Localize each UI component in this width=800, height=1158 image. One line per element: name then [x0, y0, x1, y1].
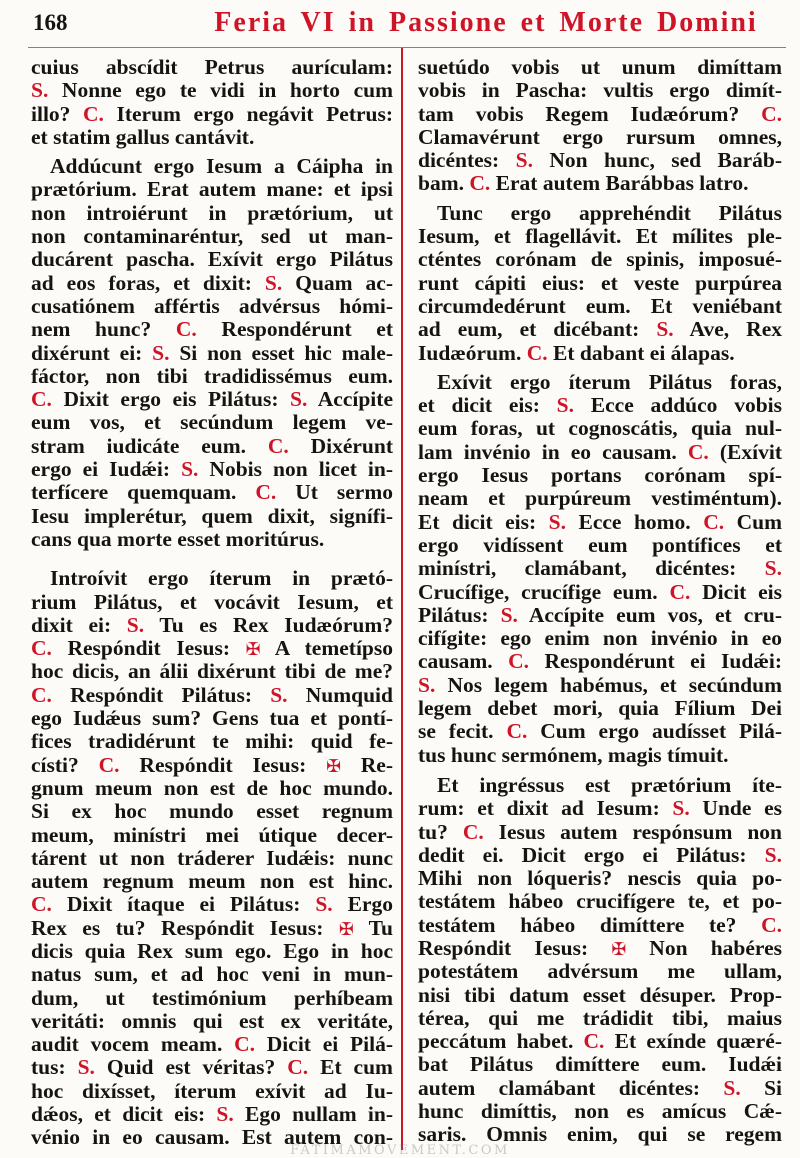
text-run: cténtes corónam de spinis, imposué- [418, 247, 782, 272]
text-run: causam. [418, 649, 509, 674]
text-run: Crucífige, crucífige eum. [418, 579, 670, 604]
text-run: cuius abscídit Petrus aurículam: [31, 55, 393, 79]
text-run: non introiérunt in prætórium, ut [31, 200, 393, 225]
text-run: ergo ei Iudǽi: [31, 457, 182, 482]
text-line [31, 987, 393, 1010]
text-line [31, 917, 393, 940]
text-run: Addúcunt ergo Iesum a Cáipha in [50, 154, 393, 179]
text-line [31, 295, 393, 318]
text-line [31, 178, 393, 201]
text-run: bam. [418, 171, 470, 196]
text-line [418, 464, 782, 487]
speaker-rubric: C. [761, 912, 782, 937]
text-line [418, 394, 782, 417]
text-run: fáctor, non tibi tradidissémus eum. [31, 363, 393, 388]
text-run: Quam ac- [282, 270, 393, 295]
text-line [418, 248, 782, 271]
text-line [418, 604, 782, 627]
text-run: dixérunt ei: [31, 340, 153, 365]
text-line [418, 1030, 782, 1053]
text-run: ducárent pascha. Exívit ergo Pilátus [31, 247, 393, 272]
text-run: Nos legem habémus, et secúndum [435, 672, 782, 697]
text-run: dicéntes: [418, 148, 516, 173]
text-run: non contaminaréntur, sed ut man- [31, 224, 393, 249]
text-run: legem debet mori, quia Fílium Dei [418, 696, 782, 721]
text-line [418, 295, 782, 318]
text-line [31, 1103, 393, 1126]
text-line [31, 940, 393, 963]
text-run: Accípite eum vos, et cru- [517, 602, 782, 627]
text-line [418, 697, 782, 720]
text-line [418, 172, 782, 195]
text-line [31, 754, 393, 777]
text-line [418, 103, 782, 126]
text-run: Dicit eis [690, 579, 782, 604]
paragraph [418, 774, 782, 1147]
text-line [31, 730, 393, 753]
text-run: tus: [31, 1055, 78, 1080]
speaker-rubric: C. [469, 171, 491, 196]
text-run: Et dabant ei álapas. [547, 340, 735, 365]
text-line [31, 1010, 393, 1033]
speaker-rubric: C. [31, 892, 52, 917]
text-run: Respondérunt ei Iudǽi: [529, 649, 782, 674]
text-line [31, 318, 393, 341]
text-run: Iesus autem respónsum non [483, 819, 782, 844]
text-line [31, 637, 393, 660]
speaker-rubric: S. [77, 1055, 95, 1080]
text-run: Et exínde quæré- [604, 1029, 782, 1054]
maltese-cross-icon: ✠ [245, 640, 261, 661]
text-run: autem clamábant dicéntes: [418, 1075, 724, 1100]
text-run: cusatiónem affértis advérsus hómi- [31, 293, 393, 318]
speaker-rubric: S. [418, 672, 436, 697]
paragraph [418, 56, 782, 196]
text-run: terfícere quemquam. [31, 480, 256, 505]
text-run: Si ex hoc mundo esset regnum [31, 799, 393, 824]
text-run: audit vocem meam. [31, 1032, 235, 1057]
text-line [418, 650, 782, 673]
text-line [418, 202, 782, 225]
maltese-cross-icon: ✠ [338, 919, 354, 940]
text-line [31, 56, 393, 79]
text-run: se fecit. [418, 719, 507, 744]
text-run: Nobis non licet in- [198, 457, 393, 482]
text-run: neam et purpúreum vestiméntum). [418, 486, 782, 511]
text-run: Ave, Rex [673, 317, 782, 342]
text-line [31, 824, 393, 847]
text-run: Respóndit Pilátus: [51, 682, 271, 707]
text-line [31, 1033, 393, 1056]
text-line [31, 435, 393, 458]
text-run: Dixit ergo eis Pilátus: [51, 387, 291, 412]
text-line [418, 1007, 782, 1030]
text-run: potestátem advérsum me ullam, [418, 959, 782, 984]
text-run: tárent ut non tráderer Iudǽis: nunc [31, 845, 393, 870]
speaker-rubric: C. [234, 1032, 255, 1057]
text-run: Respóndit Iesus: [418, 935, 612, 960]
text-line [418, 56, 782, 79]
text-line [418, 149, 782, 172]
speaker-rubric: C. [255, 480, 277, 505]
text-run: hunc dimíttis, non es amícus Cǽ- [418, 1099, 782, 1124]
text-run: stram iudicáte eum. [31, 433, 268, 458]
column-left [31, 56, 393, 1150]
text-run: bat Pilátus dimíttere eum. Iudǽi [418, 1052, 782, 1077]
speaker-rubric: C. [506, 719, 528, 744]
speaker-rubric: S. [515, 148, 533, 173]
text-run: dǽos, et dicit eis: [31, 1102, 217, 1127]
text-line [31, 272, 393, 295]
text-line [31, 870, 393, 893]
text-run: Dixit ítaque ei Pilátus: [51, 892, 316, 917]
speaker-rubric: S. [723, 1075, 741, 1100]
text-line [418, 744, 782, 767]
text-line [418, 674, 782, 697]
text-line [418, 844, 782, 867]
text-line [31, 342, 393, 365]
speaker-rubric: S. [764, 842, 782, 867]
text-run: Respóndit Iesus: [51, 636, 246, 661]
text-run: Non habéres [626, 935, 782, 960]
text-run: eum foras, ut cognoscátis, quia nul- [418, 416, 782, 441]
text-line [31, 800, 393, 823]
text-line [31, 388, 393, 411]
text-line [418, 821, 782, 844]
maltese-cross-icon: ✠ [326, 756, 341, 777]
speaker-rubric: C. [703, 509, 725, 534]
text-run: tus hunc sermónem, magis tímuit. [418, 742, 729, 767]
text-run: rum: et dixit ad Iesum: [418, 796, 673, 821]
speaker-rubric: S. [290, 387, 308, 412]
text-line [31, 567, 393, 590]
text-run: ad eum, et dicébant: [418, 317, 657, 342]
text-run: ergo vidíssent eum pontífices et [418, 532, 782, 557]
text-run: Tu [353, 915, 393, 940]
text-line [31, 684, 393, 707]
text-line [418, 511, 782, 534]
text-run: Et ingréssus est prætórium íte- [437, 772, 782, 797]
text-run: Quid est véritas? [94, 1055, 288, 1080]
text-run: natus sum, et ad hoc veni in mun- [31, 962, 393, 987]
text-line [418, 890, 782, 913]
text-run: gnum meum non est de hoc mundo. [31, 775, 393, 800]
text-line [418, 914, 782, 937]
text-run: Accípite [307, 387, 393, 412]
speaker-rubric: S. [181, 457, 199, 482]
text-line [31, 505, 393, 528]
speaker-rubric: S. [264, 270, 283, 295]
text-run: testátem hábeo crucifígere te, et po- [418, 889, 782, 914]
text-line [418, 487, 782, 510]
paragraph [31, 567, 393, 1149]
text-line [418, 534, 782, 557]
text-line [418, 318, 782, 341]
text-run: vobis in Pascha: vultis ergo dimít- [418, 78, 782, 103]
text-run: ad eos foras, et dixit: [31, 270, 265, 295]
column-divider [401, 48, 403, 1150]
speaker-rubric: S. [556, 393, 574, 418]
text-line [31, 893, 393, 916]
text-run: dedit ei. Dicit ergo ei Pilátus: [418, 842, 765, 867]
speaker-rubric: C. [31, 636, 52, 661]
text-line [31, 103, 393, 126]
text-run: Iterum ergo negávit Petrus: [103, 101, 394, 126]
text-line [31, 79, 393, 102]
text-line [418, 774, 782, 797]
text-run: Erat autem Barábbas latro. [490, 171, 749, 196]
speaker-rubric: C. [175, 317, 197, 342]
text-run: Iesu implerétur, quem dixit, signífi- [31, 503, 393, 528]
text-run: Cum [724, 509, 782, 534]
speaker-rubric: S. [500, 602, 518, 627]
text-run: Tu es Rex Iudæórum? [144, 612, 393, 637]
text-run: saris. Omnis enim, qui se regem [418, 1122, 782, 1147]
text-line [31, 777, 393, 800]
speaker-rubric: C. [669, 579, 691, 604]
text-line [31, 614, 393, 637]
text-run: tu? [418, 819, 463, 844]
text-line [31, 365, 393, 388]
text-line [418, 342, 782, 365]
text-line [418, 797, 782, 820]
speaker-rubric: S. [656, 317, 674, 342]
text-run: lam invénio in eo causam. [418, 439, 688, 464]
paragraph [31, 155, 393, 551]
text-line [418, 441, 782, 464]
text-run: Si [740, 1075, 782, 1100]
text-run: suetúdo vobis ut unum dimíttam [418, 55, 782, 79]
speaker-rubric: S. [270, 682, 288, 707]
speaker-rubric: C. [98, 752, 120, 777]
speaker-rubric: C. [687, 439, 709, 464]
text-run: A temetípso [260, 636, 393, 661]
text-run: Dicit ei Pilá- [255, 1032, 393, 1057]
text-run: Mihi non lóqueris? nescis quia po- [418, 866, 782, 891]
text-line [31, 411, 393, 434]
speaker-rubric: S. [548, 509, 566, 534]
text-run: tam vobis Regem Iudæórum? [418, 101, 762, 126]
text-run: cifígite: ego enim non invénio in eo [418, 626, 782, 651]
text-run: dixit ei: [31, 612, 127, 637]
text-line [31, 202, 393, 225]
speaker-rubric: C. [526, 340, 548, 365]
text-run: (Exívit [708, 439, 782, 464]
text-run: dum, ut testimónium perhíbeam [31, 985, 393, 1010]
text-run: et dicit eis: [418, 393, 557, 418]
text-run: hoc dixísset, íterum exívit ad Iu- [31, 1078, 393, 1103]
text-run: císti? [31, 752, 99, 777]
text-run: Dixérunt [288, 433, 393, 458]
text-line [418, 867, 782, 890]
text-run: Ecce homo. [565, 509, 704, 534]
text-run: runt cápiti eius: et veste purpúrea [418, 270, 782, 295]
speaker-rubric: S. [216, 1102, 234, 1127]
text-run: dicis quia Rex sum ego. Ego in hoc [31, 938, 393, 963]
text-run: Et cum [308, 1055, 393, 1080]
text-line [418, 557, 782, 580]
watermark: FATIMAMOVEMENT.COM [290, 1143, 510, 1158]
text-line [31, 458, 393, 481]
text-run: ergo Iesus portans corónam spí- [418, 463, 782, 488]
speaker-rubric: C. [508, 649, 529, 674]
text-run: Ut sermo [276, 480, 393, 505]
page-number: 168 [33, 10, 68, 35]
text-run: Numquid [287, 682, 393, 707]
text-run: minístri, clamábant, dicéntes: [418, 556, 765, 581]
text-run: Respóndit Iesus: [119, 752, 327, 777]
speaker-rubric: C. [31, 387, 52, 412]
text-line [418, 581, 782, 604]
text-run: Ego nullam in- [233, 1102, 394, 1127]
text-run: rium Pilátus, et vocávit Iesum, et [31, 589, 393, 614]
text-line [31, 528, 393, 551]
text-run: Pilátus: [418, 602, 501, 627]
running-title: Feria VI in Passione et Morte Domini [214, 7, 758, 38]
text-line [418, 960, 782, 983]
text-run: Iudæórum. [418, 340, 527, 365]
text-line [418, 79, 782, 102]
text-line [418, 1100, 782, 1123]
text-line [31, 591, 393, 614]
speaker-rubric: S. [315, 892, 333, 917]
text-run: eum vos, et secúndum legem ve- [31, 410, 393, 435]
speaker-rubric: S. [126, 612, 145, 637]
text-line [31, 707, 393, 730]
text-run: Rex es tu? Respóndit Iesus: [31, 915, 339, 940]
text-line [31, 155, 393, 178]
text-run: Et dicit eis: [418, 509, 549, 534]
text-run: meum, minístri mei útique decer- [31, 822, 393, 847]
text-run: Cum ergo audísset Pilá- [527, 719, 783, 744]
text-run: nem hunc? [31, 317, 176, 342]
text-line [418, 984, 782, 1007]
text-line [418, 126, 782, 149]
text-run: cans qua morte esset moritúrus. [31, 526, 325, 551]
text-line [418, 1053, 782, 1076]
text-run: illo? [31, 101, 83, 126]
text-run: térea, qui me trádidit tibi, maius [418, 1005, 782, 1030]
text-line [31, 1056, 393, 1079]
text-line [418, 1077, 782, 1100]
text-run: ego Iudǽus sum? Gens tua et pontí- [31, 706, 393, 731]
text-line [31, 225, 393, 248]
speaker-rubric: S. [672, 796, 690, 821]
text-line [418, 225, 782, 248]
text-run: et statim gallus cantávit. [31, 124, 255, 149]
text-line [31, 847, 393, 870]
text-run: Si non esset hic male- [169, 340, 393, 365]
text-line [418, 720, 782, 743]
text-run: hoc dicis, an álii dixérunt tibi de me? [31, 659, 393, 684]
maltese-cross-icon: ✠ [611, 939, 627, 960]
text-run: Exívit ergo íterum Pilátus foras, [437, 369, 782, 394]
paragraph [418, 202, 782, 365]
paragraph [418, 371, 782, 767]
text-run: testátem hábeo dimíttere te? [418, 912, 762, 937]
text-run: Respondérunt et [196, 317, 393, 342]
text-line [418, 371, 782, 394]
text-run: autem regnum meum non est hinc. [31, 869, 393, 894]
speaker-rubric: C. [761, 101, 782, 126]
text-line [31, 1080, 393, 1103]
speaker-rubric: C. [287, 1055, 309, 1080]
text-run: fices tradidérunt te mihi: quid fe- [31, 729, 393, 754]
header-rule [28, 47, 786, 48]
text-run: Unde es [689, 796, 782, 821]
text-line [31, 248, 393, 271]
text-run: Iesum, et flagellávit. Et mílites ple- [418, 224, 782, 249]
speaker-rubric: S. [31, 78, 49, 103]
text-run: Ecce addúco vobis [574, 393, 782, 418]
text-line [31, 963, 393, 986]
text-run: Nonne ego te vidi in horto cum [48, 78, 393, 103]
speaker-rubric: C. [462, 819, 484, 844]
text-run: Ergo [332, 892, 393, 917]
speaker-rubric: S. [152, 340, 170, 365]
text-line [418, 627, 782, 650]
text-line [418, 417, 782, 440]
text-run: peccátum habet. [418, 1029, 584, 1054]
text-run: Clamavérunt ergo rursum omnes, [418, 124, 782, 149]
text-run: veritáti: omnis qui est ex veritáte, [31, 1008, 393, 1033]
speaker-rubric: S. [764, 556, 782, 581]
text-run: Re- [340, 752, 393, 777]
text-line [31, 660, 393, 683]
column-right [418, 56, 782, 1147]
text-run: Introívit ergo íterum in prætó- [50, 566, 393, 591]
speaker-rubric: C. [31, 682, 52, 707]
text-run: nisi tibi datum esset désuper. Prop- [418, 982, 782, 1007]
text-line [418, 937, 782, 960]
text-run: Tunc ergo apprehéndit Pilátus [437, 200, 782, 225]
speaker-rubric: C. [267, 433, 289, 458]
text-run: prætórium. Erat autem mane: et ipsi [31, 177, 393, 202]
paragraph [31, 56, 393, 149]
speaker-rubric: C. [583, 1029, 605, 1054]
text-run: Non hunc, sed Baráb- [532, 148, 783, 173]
text-line [418, 272, 782, 295]
text-run: circumdedérunt eum. Et veniébant [418, 293, 782, 318]
text-line [31, 126, 393, 149]
text-line [31, 481, 393, 504]
text-run: vénio in eo causam. Est autem con- [31, 1125, 393, 1150]
speaker-rubric: C. [83, 101, 104, 126]
